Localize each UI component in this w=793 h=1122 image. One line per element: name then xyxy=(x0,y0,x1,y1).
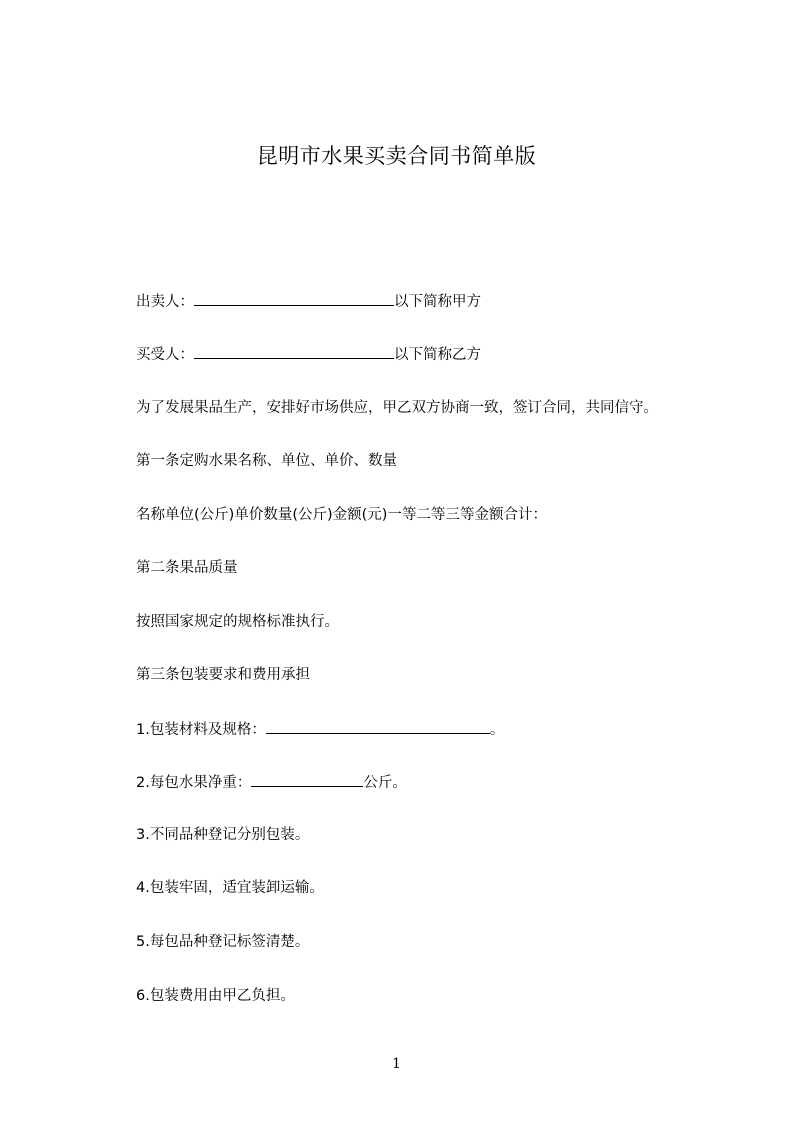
buyer-label: 买受人： xyxy=(136,347,194,363)
intro-paragraph: 为了发展果品生产，安排好市场供应，甲乙双方协商一致，签订合同，共同信守。 xyxy=(136,400,658,416)
item2-label: 2.每包水果净重： xyxy=(136,775,252,791)
article3-item5: 5.每包品种登记标签清楚。 xyxy=(136,934,310,950)
page-number: 1 xyxy=(392,1056,401,1072)
article3-item1 xyxy=(136,718,504,741)
item2-suffix: 公斤。 xyxy=(363,775,407,791)
seller-blank-field xyxy=(194,290,394,306)
article3-item6: 6.包装费用由甲乙负担。 xyxy=(136,988,295,1004)
buyer-suffix: 以下简称乙方 xyxy=(394,347,481,363)
article3-heading: 第三条包装要求和费用承担 xyxy=(136,667,310,683)
article1-table-header: 名称单位(公斤)单价数量(公斤)金额(元)一等二等三等金额合计： xyxy=(136,507,547,523)
net-weight-blank-field xyxy=(251,771,363,787)
document-title: 昆明市水果买卖合同书简单版 xyxy=(256,144,537,168)
article2-heading: 第二条果品质量 xyxy=(136,560,238,576)
article3-item4: 4.包装牢固，适宜装卸运输。 xyxy=(136,880,324,896)
seller-line xyxy=(136,290,481,313)
article3-item3: 3.不同品种登记分别包装。 xyxy=(136,827,310,843)
buyer-line xyxy=(136,343,481,366)
seller-label: 出卖人： xyxy=(136,294,194,310)
article1-heading: 第一条定购水果名称、单位、单价、数量 xyxy=(136,453,397,469)
item1-suffix: 。 xyxy=(489,722,505,738)
packaging-spec-blank-field xyxy=(266,718,490,734)
buyer-blank-field xyxy=(194,343,394,359)
article2-body: 按照国家规定的规格标准执行。 xyxy=(136,614,339,630)
article3-item2 xyxy=(136,771,407,794)
seller-suffix: 以下简称甲方 xyxy=(394,294,481,310)
item1-label: 1.包装材料及规格： xyxy=(136,722,266,738)
